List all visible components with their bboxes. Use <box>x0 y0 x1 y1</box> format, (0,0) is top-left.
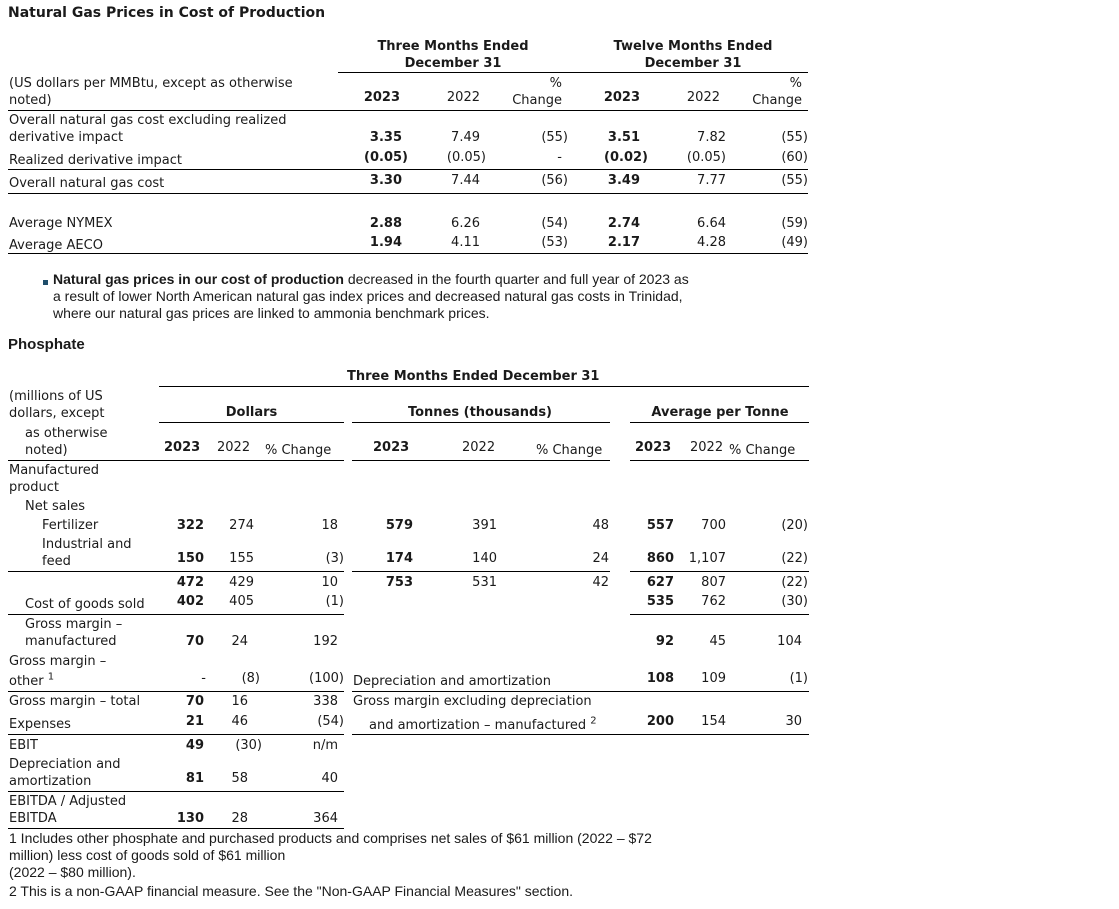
cell-dollars-pct: (3) <box>325 551 344 566</box>
gas-period-twelve-header: Twelve Months Ended <box>613 39 773 54</box>
gas-col-twelve-change: Change <box>752 93 802 108</box>
gas-header-divider <box>8 110 808 111</box>
row-label: Overall natural gas cost <box>9 176 165 191</box>
gas-period-three-header: Three Months Ended <box>377 39 529 54</box>
cell-dollars-2023: - <box>201 671 206 686</box>
gas-col-twelve-2023: 2023 <box>603 90 640 105</box>
cell-tonnes-pct: 42 <box>592 575 609 590</box>
cell-average-2023: 92 <box>655 634 674 649</box>
average-header-divider <box>630 460 809 461</box>
cell-dollars-pct: 192 <box>313 634 338 649</box>
phosphate-section-title: Phosphate <box>8 336 85 353</box>
cell-tonnes-2022: 391 <box>472 518 497 533</box>
phosphate-units-label: (millions of US <box>9 389 103 404</box>
cell-three-2023: 3.30 <box>369 173 402 188</box>
cell-dollars-2022: (30) <box>235 738 262 753</box>
cell-twelve-2023: 3.49 <box>607 173 640 188</box>
average-col-2022: 2022 <box>690 440 724 455</box>
cell-average-2022: 700 <box>701 518 726 533</box>
cell-dollars-2022: 58 <box>231 771 248 786</box>
row-label: Gross margin – total <box>9 694 141 709</box>
row-label-cont: EBITDA <box>9 811 57 826</box>
phosphate-period-header: Three Months Ended December 31 <box>347 369 600 384</box>
cell-average-pct: (22) <box>781 575 808 590</box>
cell-dollars-2023: 70 <box>185 694 204 709</box>
cell-twelve-pct: (60) <box>781 150 808 165</box>
cell-twelve-2022: 6.64 <box>697 216 726 231</box>
tonnes-header-divider <box>352 460 610 461</box>
footnote-1: 1 Includes other phosphate and purchased products and comprises net sales of $61 million (2022 – $72 <box>9 830 652 846</box>
average-group-divider <box>630 422 809 423</box>
cell-twelve-2023: 3.51 <box>607 130 640 145</box>
cell-dollars-2022: 28 <box>231 811 248 826</box>
row-label: Realized derivative impact <box>9 153 182 168</box>
gas-commentary-text: decreased in the fourth quarter and full year of 2023 as <box>343 271 689 287</box>
dollars-col-2023: 2023 <box>164 440 201 455</box>
cell-average-2023: 108 <box>646 671 674 686</box>
cell-dollars-pct: 338 <box>313 694 338 709</box>
cell-three-2022: 7.44 <box>451 173 480 188</box>
tonnes-group-divider <box>352 422 610 423</box>
cell-tonnes-pct: 48 <box>592 518 609 533</box>
average-col-pct: % Change <box>729 443 796 458</box>
phosphate-units-label-cont: noted) <box>25 443 68 458</box>
cell-dollars-pct: (1) <box>325 594 344 609</box>
cogs-divider <box>8 614 344 615</box>
cell-dollars-2023: 70 <box>185 634 204 649</box>
dollars-group-divider <box>159 422 344 423</box>
gas-period-three-subheader: December 31 <box>404 56 502 71</box>
cell-dollars-2022: 429 <box>229 575 254 590</box>
cell-dollars-2022: 274 <box>229 518 254 533</box>
group-header-dollars: Dollars <box>225 405 278 420</box>
cell-dollars-2023: 81 <box>185 771 204 786</box>
row-label: Cost of goods sold <box>25 597 145 612</box>
row-label: Gross margin – <box>25 617 123 632</box>
cell-dollars-2023: 21 <box>185 714 204 729</box>
row-label: Average NYMEX <box>9 216 113 231</box>
cell-twelve-2023: 2.17 <box>607 235 640 250</box>
footnote-ref-1: 1 <box>47 671 55 683</box>
cell-twelve-pct: (55) <box>781 173 808 188</box>
cell-dollars-2022: (8) <box>241 671 260 686</box>
cell-dollars-2023: 322 <box>176 518 204 533</box>
cell-dollars-pct: (54) <box>317 714 344 729</box>
cell-dollars-2023: 472 <box>176 575 204 590</box>
cell-dollars-2023: 49 <box>185 738 204 753</box>
gas-commentary-bold: Natural gas prices in our cost of production <box>53 271 344 287</box>
gas-commentary-cont: a result of lower North American natural gas index prices and decreased natural gas costs in Trinidad, <box>53 288 683 304</box>
per-tonne-da-divider <box>352 691 809 692</box>
cell-average-2023: 860 <box>646 551 674 566</box>
cell-dollars-pct: (100) <box>309 671 344 686</box>
average-cogs-divider <box>630 614 809 615</box>
expenses-divider <box>8 734 344 735</box>
row-label-text: and amortization – manufactured <box>369 718 587 733</box>
cell-dollars-pct: n/m <box>312 738 338 753</box>
gas-period-divider <box>338 72 808 73</box>
gas-section-title: Natural Gas Prices in Cost of Production <box>8 5 326 21</box>
ebitda-divider <box>8 828 344 829</box>
cell-average-2022: 154 <box>701 714 726 729</box>
row-label: Depreciation and <box>9 757 121 772</box>
cell-average-2022: 109 <box>701 671 726 686</box>
cell-three-2023: 2.88 <box>369 216 402 231</box>
cell-twelve-2022: 4.28 <box>697 235 726 250</box>
gas-units-label-cont: noted) <box>9 93 52 108</box>
cell-average-2023: 200 <box>646 714 674 729</box>
row-label: Depreciation and amortization <box>353 674 551 689</box>
group-header-average: Average per Tonne <box>651 405 789 420</box>
phosphate-units-label-cont: dollars, except <box>9 406 105 421</box>
cell-three-2023: 3.35 <box>369 130 402 145</box>
cell-dollars-pct: 364 <box>313 811 338 826</box>
cell-dollars-pct: 18 <box>321 518 338 533</box>
phosphate-units-label-cont: as otherwise <box>25 426 108 441</box>
gm-other-divider <box>8 691 344 692</box>
gas-subtotal-divider <box>8 169 808 170</box>
cell-average-2022: 807 <box>701 575 726 590</box>
cell-twelve-2022: (0.05) <box>686 150 726 165</box>
cell-dollars-2022: 24 <box>231 634 248 649</box>
gas-col-three-2022: 2022 <box>446 90 480 105</box>
cell-average-2022: 762 <box>701 594 726 609</box>
tonnes-col-pct: % Change <box>536 443 603 458</box>
row-label-manufactured-cont: product <box>9 480 60 495</box>
cell-average-pct: (1) <box>789 671 808 686</box>
cell-average-pct: (20) <box>781 518 808 533</box>
cell-three-2022: 7.49 <box>451 130 480 145</box>
row-label: Expenses <box>9 717 71 732</box>
cell-tonnes-2022: 140 <box>472 551 497 566</box>
row-label: Average AECO <box>9 238 103 253</box>
row-label-manufactured: Manufactured <box>9 463 99 478</box>
dollars-col-2022: 2022 <box>217 440 251 455</box>
bullet-icon <box>43 280 48 285</box>
cell-twelve-2023: (0.02) <box>604 150 648 165</box>
cell-dollars-2022: 405 <box>229 594 254 609</box>
per-tonne-gm-divider <box>352 734 809 735</box>
gas-col-three-pct: % <box>549 76 562 91</box>
cell-dollars-2022: 46 <box>231 714 248 729</box>
cell-three-2022: 4.11 <box>451 235 480 250</box>
row-label: Fertilizer <box>42 518 99 533</box>
gas-table-bottom-divider <box>8 253 808 254</box>
row-label: Gross margin excluding depreciation <box>353 694 592 709</box>
cell-twelve-2023: 2.74 <box>607 216 640 231</box>
cell-three-2023: 1.94 <box>369 235 402 250</box>
gas-col-twelve-pct: % <box>789 76 802 91</box>
cell-average-pct: 30 <box>785 714 802 729</box>
cell-average-2023: 557 <box>646 518 674 533</box>
cell-tonnes-2022: 531 <box>472 575 497 590</box>
cell-three-pct: (54) <box>541 216 568 231</box>
row-label: Overall natural gas cost excluding realized <box>9 113 287 128</box>
tonnes-subtotal-divider <box>352 571 610 572</box>
row-label-cont: feed <box>42 554 71 569</box>
dollars-col-pct: % Change <box>265 443 332 458</box>
cell-three-2022: (0.05) <box>446 150 486 165</box>
cell-tonnes-2023: 174 <box>385 551 413 566</box>
cell-dollars-2022: 16 <box>231 694 248 709</box>
gas-period-twelve-subheader: December 31 <box>644 56 742 71</box>
cell-twelve-pct: (55) <box>781 130 808 145</box>
cell-dollars-2023: 130 <box>176 811 204 826</box>
cell-average-2023: 627 <box>646 575 674 590</box>
phosphate-period-divider <box>159 386 809 387</box>
row-label-cont: derivative impact <box>9 130 124 145</box>
gas-commentary <box>53 271 689 288</box>
cell-dollars-2022: 155 <box>229 551 254 566</box>
cell-average-2022: 45 <box>709 634 726 649</box>
row-label: Gross margin – <box>9 654 107 669</box>
cell-twelve-2022: 7.77 <box>697 173 726 188</box>
row-label-cont: amortization <box>9 774 92 789</box>
row-label-net-sales: Net sales <box>25 499 86 514</box>
gas-col-three-2023: 2023 <box>363 90 400 105</box>
cell-average-pct: (30) <box>781 594 808 609</box>
cell-tonnes-2023: 753 <box>385 575 413 590</box>
row-label: Industrial and <box>42 537 132 552</box>
cell-average-2022: 1,107 <box>688 551 726 566</box>
gas-col-three-change: Change <box>512 93 562 108</box>
gas-total-divider <box>8 193 808 194</box>
gas-col-twelve-2022: 2022 <box>686 90 720 105</box>
cell-three-pct: (53) <box>541 235 568 250</box>
gas-units-label: (US dollars per MMBtu, except as otherwise <box>9 76 293 91</box>
row-label-cont <box>369 717 597 734</box>
cell-dollars-2023: 150 <box>176 551 204 566</box>
cell-twelve-pct: (59) <box>781 216 808 231</box>
tonnes-col-2022: 2022 <box>462 440 496 455</box>
row-label: EBITDA / Adjusted <box>9 794 127 809</box>
footnote-1-cont: million) less cost of goods sold of $61 million <box>9 847 286 863</box>
sales-subtotal-divider <box>8 571 344 572</box>
cell-average-2023: 535 <box>646 594 674 609</box>
da-divider <box>8 791 344 792</box>
cell-tonnes-pct: 24 <box>592 551 609 566</box>
cell-twelve-2022: 7.82 <box>697 130 726 145</box>
row-label-text: other <box>9 674 44 689</box>
tonnes-col-2023: 2023 <box>373 440 410 455</box>
cell-dollars-pct: 40 <box>321 771 338 786</box>
row-label-cont <box>9 673 54 690</box>
average-col-2023: 2023 <box>635 440 672 455</box>
cell-average-pct: (22) <box>781 551 808 566</box>
footnote-1-cont: (2022 – $80 million). <box>9 864 136 880</box>
footnote-2: 2 This is a non-GAAP financial measure. See the "Non-GAAP Financial Measures" section. <box>9 883 573 899</box>
dollars-header-divider <box>8 460 344 461</box>
cell-three-2023: (0.05) <box>364 150 408 165</box>
cell-three-pct: (55) <box>541 130 568 145</box>
cell-average-pct: 104 <box>777 634 802 649</box>
cell-three-2022: 6.26 <box>451 216 480 231</box>
cell-dollars-pct: 10 <box>321 575 338 590</box>
gas-commentary-cont: where our natural gas prices are linked to ammonia benchmark prices. <box>53 305 490 321</box>
group-header-tonnes: Tonnes (thousands) <box>407 405 552 420</box>
cell-three-pct: (56) <box>541 173 568 188</box>
row-label-cont: manufactured <box>25 634 117 649</box>
cell-dollars-2023: 402 <box>176 594 204 609</box>
footnote-ref-2: 2 <box>590 715 597 727</box>
average-subtotal-divider <box>630 571 809 572</box>
row-label: EBIT <box>9 738 38 753</box>
cell-twelve-pct: (49) <box>781 235 808 250</box>
cell-tonnes-2023: 579 <box>385 518 413 533</box>
cell-three-pct: - <box>557 150 562 165</box>
